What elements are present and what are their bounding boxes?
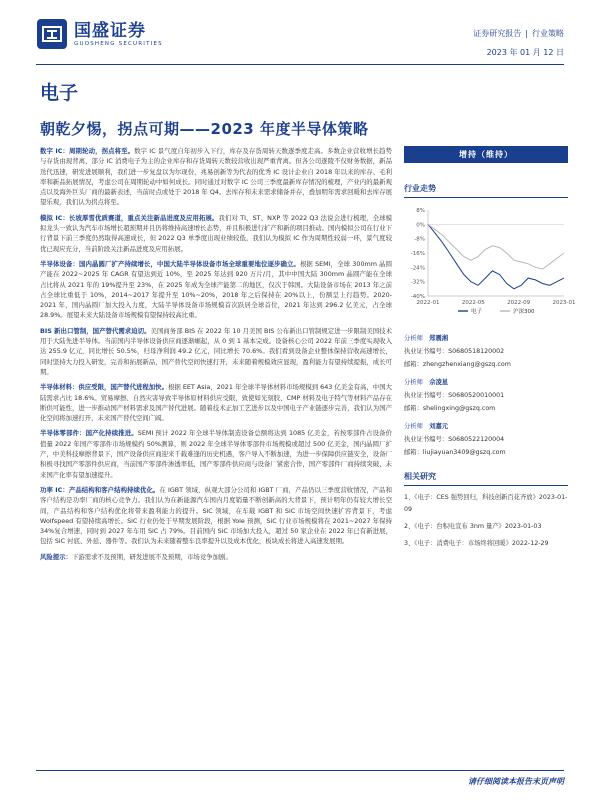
analyst-name: 郑震湘 [429, 335, 449, 342]
paragraph-power-ic: 功率 IC：产品结构和客户结构持续优化。在 IGBT 领域，纵观大部分公司和 IGBT 厂商，产品仍以三季度营收情况，产品和客户结构是功率厂商的核心竞争力。我们认为在新能源汽车国内月度销量不断创新高的大背景下，预计明年仍有较大增长空间，产品结构和客户结构优化将带来盈利能力的提升。SiC 领域，在车载 IGBT 和 SiC 市场空间快速扩容背景下，考虑 Wolfspeed 有望持续高增长。SiC 行业仍处于早期发展阶段，根据 Yole 预测，SiC 行业市场规模将在 2021~2027 年保持 34%复合增速，同时到 2027 年车用 SiC 占 79%。目前国内 SiC 市场加大投入，超过 50 家企业在 2022 年已有新进展，包括 SiC 衬底、外延、器件等。我们认为未来随着整车良率提升以及成本优化，板块成长将进入高速发展期。 [40, 485, 393, 546]
y-tick-label: -8% [414, 236, 425, 243]
paragraph-bis: BIS 新出口管制，国产替代需求迫切。美国商务部 BIS 在 2022 年 10 月美国 BIS 公布新出口管制规定进一步限制美国技术用于大陆先进半导体。当前国内半导体设备供应商逐渐崛起，从 0 到 1 基本完成。设备核心公司 2022 年前三季度实现收入达 255.9 亿元，同比增长 50.5%，归母净利润 49.2 亿元，同比增长 70.6%。我们看到设备企业整体保持营收高速增长，同时坚持大力投入研发，完善和拓展新品，国产替代空间快速打开，未来随着规模效应显现，盈利能力有望持续提振，成长可期。 [40, 326, 393, 376]
report-date: 2023 年 01 月 12 日 [486, 48, 564, 57]
analyst-name: 刘嘉元 [429, 423, 449, 430]
report-header: 国盛证券 GUOSHENG SECURITIES 证券研究报告 | 行业策略 2023 年 01 月 12 日 [36, 18, 564, 62]
paragraph-digital-ic: 数字 IC：周期轮动，拐点将至。数字 IC 景气度自年初步入下行，库存及存货周转天数逐季度走高。多数企业营收增长趋势与存货由现背离，部分 IC 消费电子为主的企业库存和存货周转天数较营收出现严重背离。但各公司逐陵不仅财务数据，新品迭代迅速，研发进展顺利，我们进一步复盘以为尔现份，兆易创新等为代表的优秀 IC 设计企业自 2018 年以来的库存、毛利率和新品拓展情况，考虑公司在周期轮动中如何成长。同时通过对数字 IC 公司三季度最新库存情况的梳理，产业内的最新观点以及海外巨头厂商的最新表述，当前时点或处于 2018 年 Q4。去库存和未来需求储备并存，叠加明年需求回暖和去库存展望乐观，我们认为拐点将至。 [40, 147, 392, 207]
analyst-cert: S0680520010001 [448, 392, 505, 399]
series-line-hs300 [428, 224, 564, 269]
x-tick-label: 2022-05 [461, 300, 485, 306]
report-type: 证券研究报告 [473, 29, 522, 38]
industry-name: 电子 [40, 82, 79, 104]
y-tick-label: 8% [416, 208, 425, 214]
trend-chart [404, 204, 576, 315]
report-body [40, 146, 392, 567]
analyst-cert: S0680518120002 [448, 348, 505, 355]
trend-title: 行业走势 [404, 183, 568, 198]
legend-label: 电子 [471, 309, 483, 315]
header-divider [36, 64, 564, 65]
analyst-list [404, 332, 568, 459]
x-tick-label: 2022-09 [507, 300, 531, 306]
related-link[interactable]: 3、《电子：消费电子：市场终将回暖》2022-12-29 [404, 540, 549, 547]
logo-english: GUOSHENG SECURITIES [74, 40, 163, 47]
related-title: 相关研究 [404, 471, 568, 486]
analyst-block: 分析师 刘嘉元 执业证书编号：S0680522120004 邮箱：liujiayuan3409@gszq.com [404, 423, 506, 456]
footer-disclaimer: 请仔细阅读本报告末页声明 [468, 777, 564, 786]
y-tick-label: 0% [416, 222, 425, 229]
related-research [404, 471, 568, 550]
x-tick-label: 2022-01 [416, 300, 440, 306]
x-tick-label: 2023-01 [552, 300, 576, 306]
y-tick-label: -32% [410, 279, 425, 286]
paragraph-materials: 半导体材料：供应受限，国产替代进程加快。根据 EET Asia，2021 年全球半导体材料市场规模到 643 亿美金有高，中国大陆需求占比 18.6%。贸易摩擦、自然灾害导致半导体原材料供应受限，致使如光刻胶、CMP 材料及电子特气等材料产品存在断供可能性，进一步推动国产材料需求及国产替代进展。随着技术正加工艺进步以及中国电子产业链逐步完善，我们认为国产化空间将加速打开，未来国产替代空间广阔。 [40, 383, 392, 423]
paragraph-components: 半导体零部件：国产化持续推进。SEMI 预计 2022 年全球半导体制造设备总额将达到 1085 亿美金，若按零部件占设备价值量 2022 年国产零部件市场规模约 50%测算，则 2022 年全球半导体零部件市场规模或超过 500 亿美金，国内晶圆厂扩产，中美科技摩擦背景下，国产设备供应商迎来千载难逢的历史机遇，客户导入不断加速，为进一步保障供应链安全，设备厂积极寻找国产零部件供应商，当前国产零部件渗透率低，国产零部件供应商与设备厂紧密合作，国产零部件厂商持续突破，未来国产化率有望加速提升。 [40, 429, 393, 479]
y-tick-label: -16% [410, 251, 425, 257]
paragraph-risk: 风险提示：下游需求不及预期，研发进展不及预期，市场竞争加剧。 [40, 552, 232, 561]
analyst-email[interactable]: liujiayuan3409@gszq.com [422, 449, 506, 456]
analyst-block: 分析师 郑震湘 执业证书编号：S0680518120002 邮箱：zhengzhenxiang@gszq.com [404, 335, 511, 368]
trend-chart-svg [404, 204, 576, 315]
related-link[interactable]: 2、《电子：台积电宣布 3nm 量产》2023-01-03 [404, 523, 542, 530]
logo-name: 国盛证券 [74, 20, 146, 41]
analyst-email[interactable]: zhengzhenxiang@gszq.com [422, 361, 511, 368]
analyst-cert: S0680522120004 [448, 436, 505, 443]
analyst-name: 佘凌星 [429, 379, 449, 386]
y-tick-label: -24% [410, 265, 425, 272]
legend-label: 沪深300 [513, 309, 535, 315]
footer-divider [36, 770, 564, 771]
analyst-email[interactable]: shelingxing@gszq.com [422, 405, 496, 412]
related-link[interactable]: 1、《电子：CES 强势回归，科技创新百花齐放》2023-01-09 [404, 494, 568, 513]
paragraph-analog-ic: 模拟 IC：长坡厚雪优质赛道，重点关注新品进度及应用拓展。我们对 TI、ST、NXP 等 2022 Q3 法说会进行梳理，全球模拟龙头一致认为汽车市场增长超预期并且仍将维持高速增长态势，并且积极进行扩产和新的项目推动。国内模拟公司在行业下行背景下前三季度仍然取得高速成长，但 2022 Q3 单季度出现业绩较低，我们认为模拟 IC 作为周期性较弱一环，景气度较优已现应充分，当前阶段关注新品进度及应用拓展。 [40, 213, 393, 253]
rating-badge: 增持（维持） [404, 146, 568, 163]
analyst-block: 分析师 佘凌星 执业证书编号：S0680520010001 邮箱：shelingxing@gszq.com [404, 379, 505, 412]
series-line-electronics [428, 224, 564, 288]
guosheng-logo-icon [36, 18, 68, 50]
y-tick-label: -40% [410, 294, 425, 300]
report-section: 行业策略 [532, 29, 564, 38]
brand-logo [36, 18, 163, 50]
report-title: 朝乾夕惕，拐点可期——2023 年度半导体策略 [40, 120, 369, 138]
paragraph-equipment: 半导体设备：国内晶圆厂扩产持续增长，中国大陆半导体设备市场全球重要地位逐步确立。根据 SEMI，全球 300mm 晶圆产能在 2022~2025 年 CAGR 有望达到近 10%，至 2025 年达到 920 万片/月，其中中国大陆 300mm 晶圆产能在全球占比将从 2021 年的 19%提升至 23%，在 2025 年成为全球产能第二的地区，仅次于韩国。大陆设备市场在 2013 年之前占全球比重低于 10%，2014~2017 年提升至 10%~20%，2018 年之后保持在 20%以上，份额呈上行趋势。2020-2021 年，国内晶圆厂加大投入力度，大陆半导体设备市场规模首次跃居全球首位，2021 年达到 296.2 亿美元，占全球 28.9%。展望未来大陆设备市场规模有望保持较高比重。 [40, 259, 392, 320]
sidebar [404, 146, 576, 555]
